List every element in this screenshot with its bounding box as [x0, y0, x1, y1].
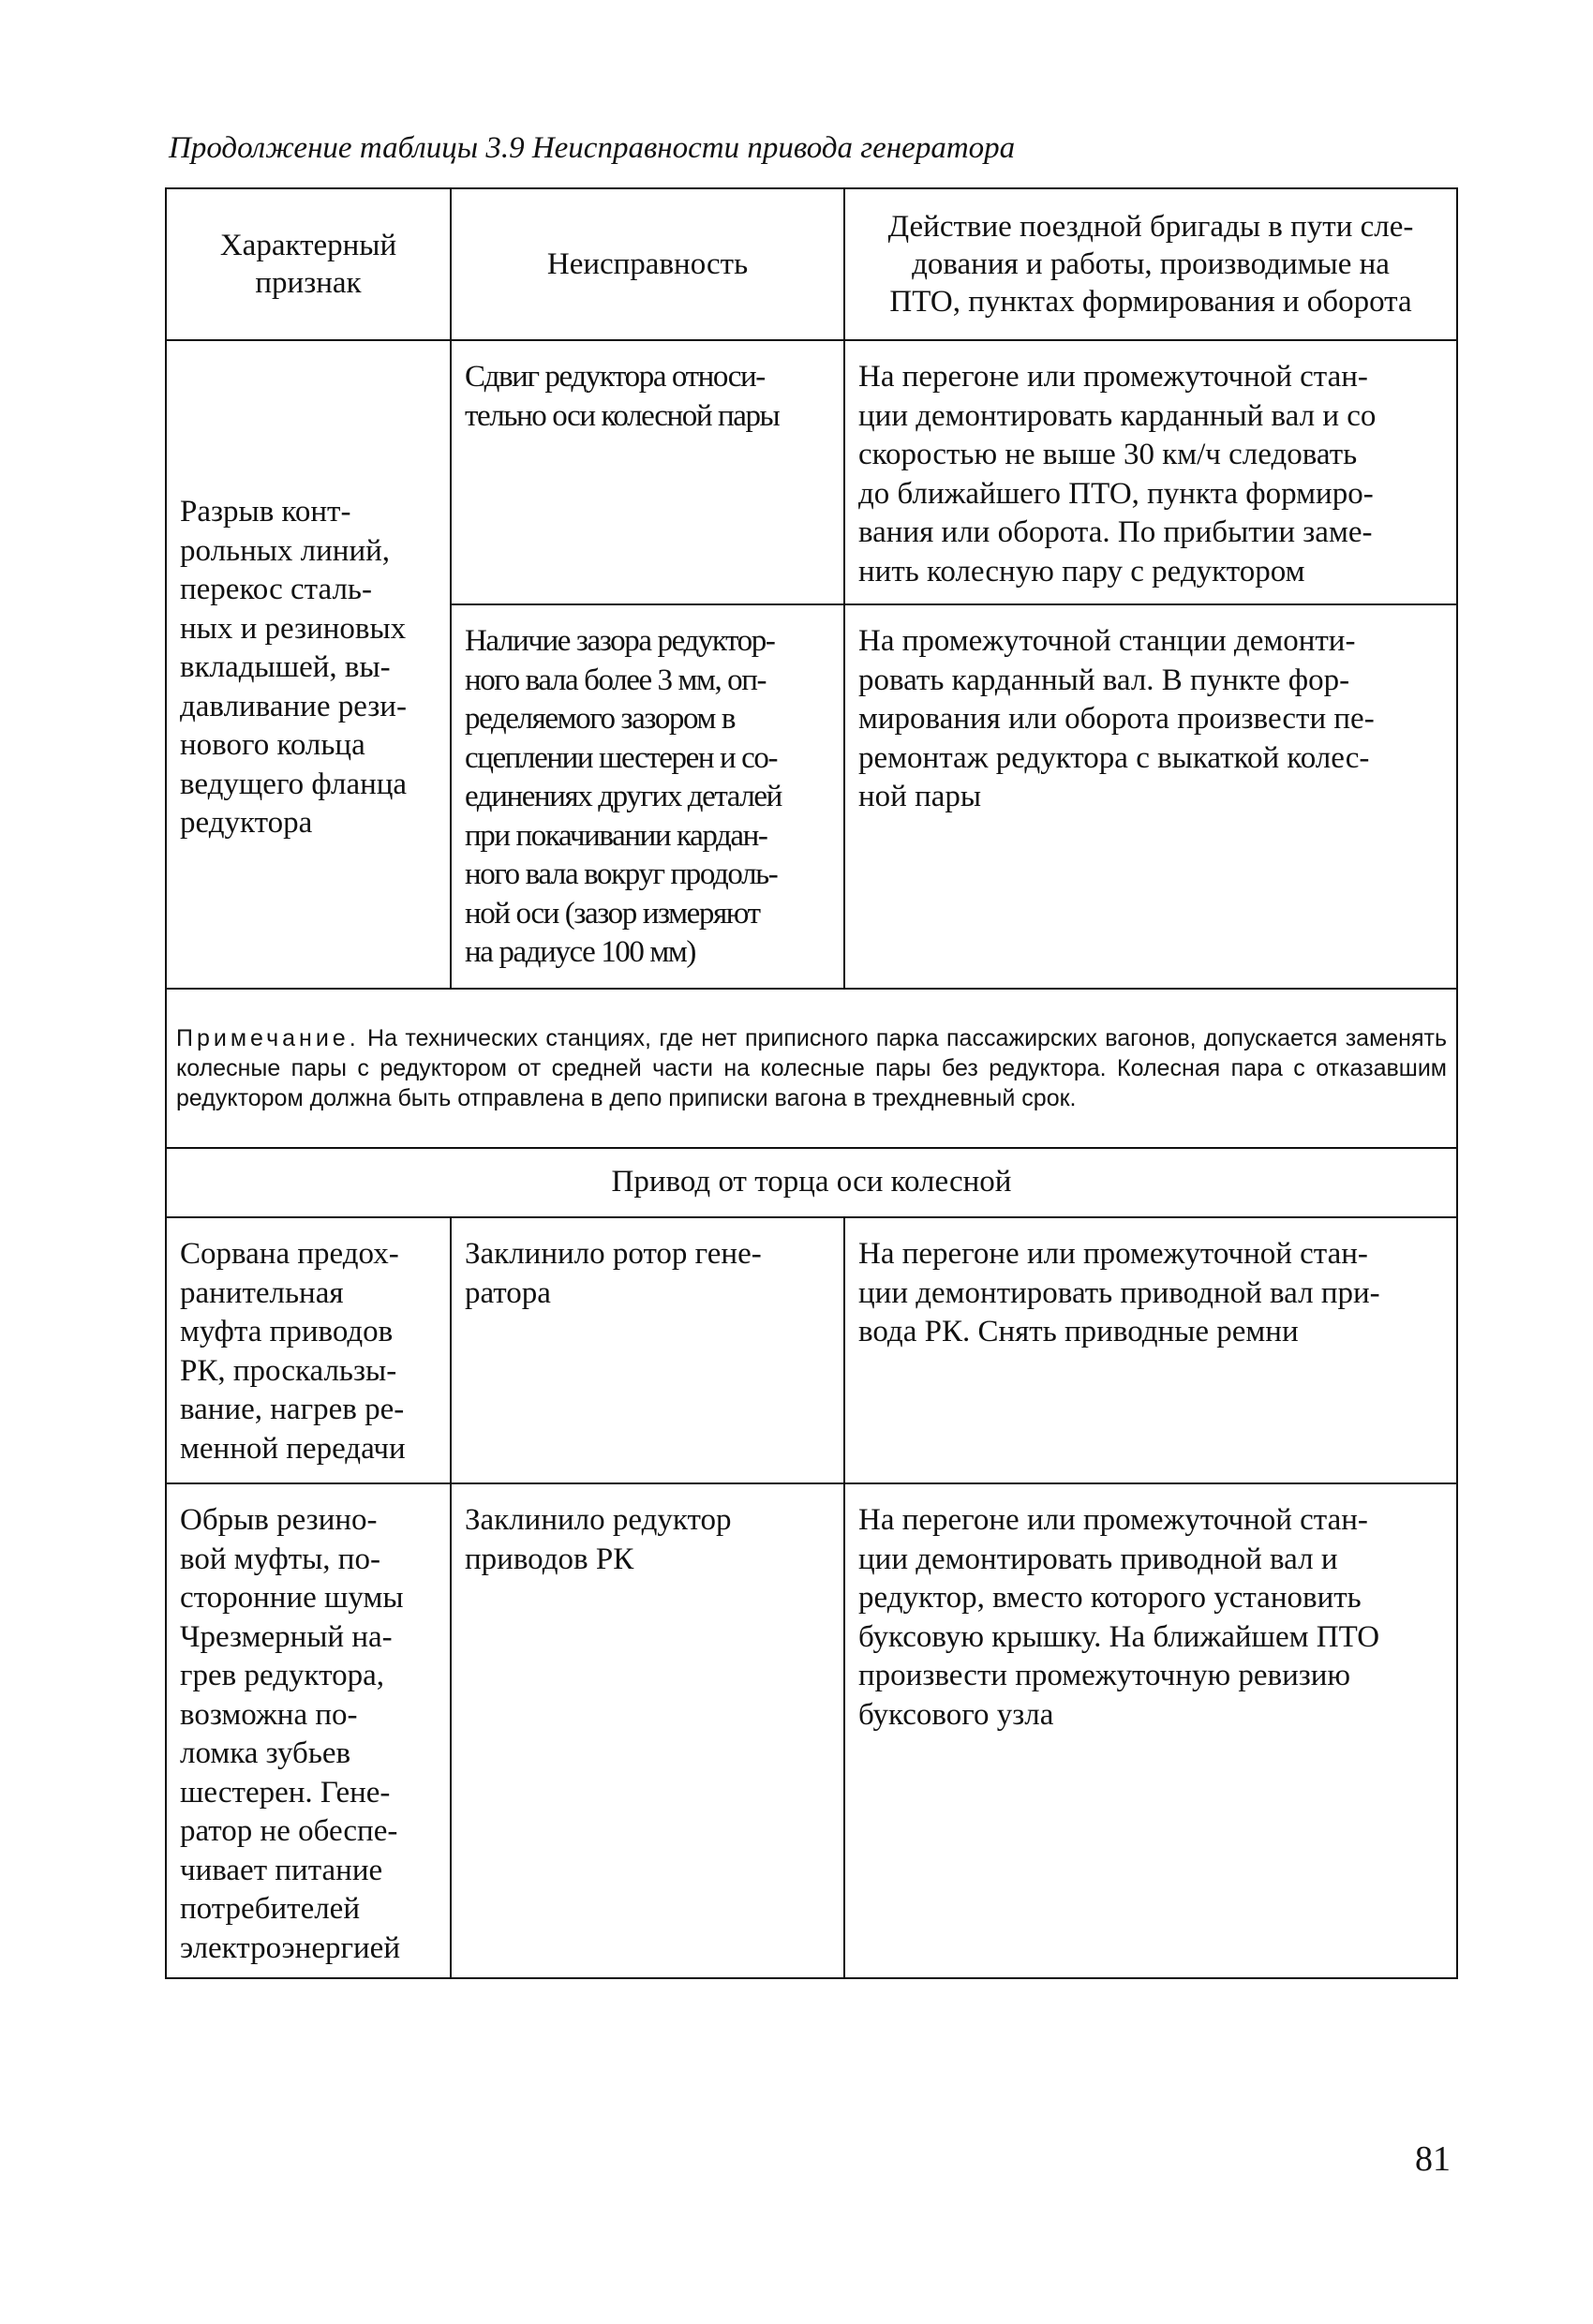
sign-text: Обрыв резино- вой муфты, по- сторонние шумы Чрезмерный на- грев редуктора, возможна по- ломка зубьев шестерен. Гене- ратор не обеспе- чивает питание потребителей электроэнергией — [180, 1503, 404, 1965]
table-row — [166, 1483, 1457, 1978]
action-cell — [844, 1217, 1457, 1483]
action-text: На перегоне или промежуточной стан- ции демонтировать приводной вал при- вода РК. Снять приводные ремни — [858, 1237, 1380, 1348]
header-cell-action — [844, 188, 1457, 340]
fault-cell — [451, 1217, 844, 1483]
table-caption: Продолжение таблицы 3.9 Неисправности привода генератора — [169, 131, 1016, 165]
fault-text: Заклинило редуктор приводов РК — [465, 1503, 732, 1576]
sign-cell — [166, 1483, 451, 1978]
sign-cell — [166, 1217, 451, 1483]
table-header-row — [166, 188, 1457, 340]
fault-cell — [451, 340, 844, 604]
fault-text: Заклинило ротор гене- ратора — [465, 1237, 762, 1310]
table-row — [166, 340, 1457, 604]
fault-cell — [451, 604, 844, 989]
section-row — [166, 1148, 1457, 1217]
action-text: На промежуточной станции демонти- ровать карданный вал. В пункте фор- мирования или оборота произвести пе- ремонтаж редуктора с выкаткой колес- ной пары — [858, 624, 1375, 813]
header-cell-sign — [166, 188, 451, 340]
page-number: 81 — [1415, 2139, 1451, 2179]
header-sign-label: Характерный признак — [219, 229, 397, 300]
fault-text: Наличие зазора редуктор- ного вала более 3 мм, оп- ределяемого зазором в сцеплении шестерен и со- единениях других деталей при покачивании кардан- ного вала вокруг продоль- ной оси (зазор измеряют на радиусе 100 мм) — [465, 624, 782, 969]
action-text: На перегоне или промежуточной стан- ции демонтировать карданный вал и со скоростью не выше 30 км/ч следовать до ближайшего ПТО, пункта формиро- вания или оборота. По прибытии заме- нить колесную пару с редуктором — [858, 360, 1377, 588]
note-cell — [166, 989, 1457, 1148]
action-cell — [844, 1483, 1457, 1978]
header-fault-label: Неисправность — [546, 247, 749, 281]
section-cell — [166, 1148, 1457, 1217]
note-body: На технических станциях, где нет приписного парка пассажирских вагонов, допускается заменять колесные пары с редуктором от средней части на колесные пары без редуктора. Колесная пара с отказавшим редуктором должна быть отправлена в депо приписки вагона в трехдневный срок. — [176, 1025, 1447, 1111]
faults-table — [165, 187, 1458, 1979]
note-text — [167, 1016, 1456, 1121]
sign-cell — [166, 340, 451, 989]
action-text: На перегоне или промежуточной стан- ции демонтировать приводной вал и редуктор, вместо которого установить буксовую крышку. На ближайшем ПТО произвести промежуточную ревизию буксового узла — [858, 1503, 1380, 1732]
sign-text: Сорвана предох- ранительная муфта приводов РК, проскальзы- вание, нагрев ре- менной передачи — [180, 1237, 406, 1466]
section-title: Привод от торца оси колесной — [611, 1165, 1012, 1199]
note-row — [166, 989, 1457, 1148]
header-cell-fault — [451, 188, 844, 340]
note-lead: Примечание. — [176, 1025, 360, 1051]
header-action-label: Действие поездной бригады в пути сле- дования и работы, производимые на ПТО, пунктах формирования и оборота — [887, 210, 1414, 319]
fault-text: Сдвиг редуктора относи- тельно оси колесной пары — [465, 360, 780, 433]
action-cell — [844, 340, 1457, 604]
table-row — [166, 1217, 1457, 1483]
sign-text: Разрыв конт- рольных линий, перекос сталь- ных и резиновых вкладышей, вы- давливание рези- нового кольца ведущего фланца редуктора — [180, 495, 408, 841]
action-cell — [844, 604, 1457, 989]
fault-cell — [451, 1483, 844, 1978]
